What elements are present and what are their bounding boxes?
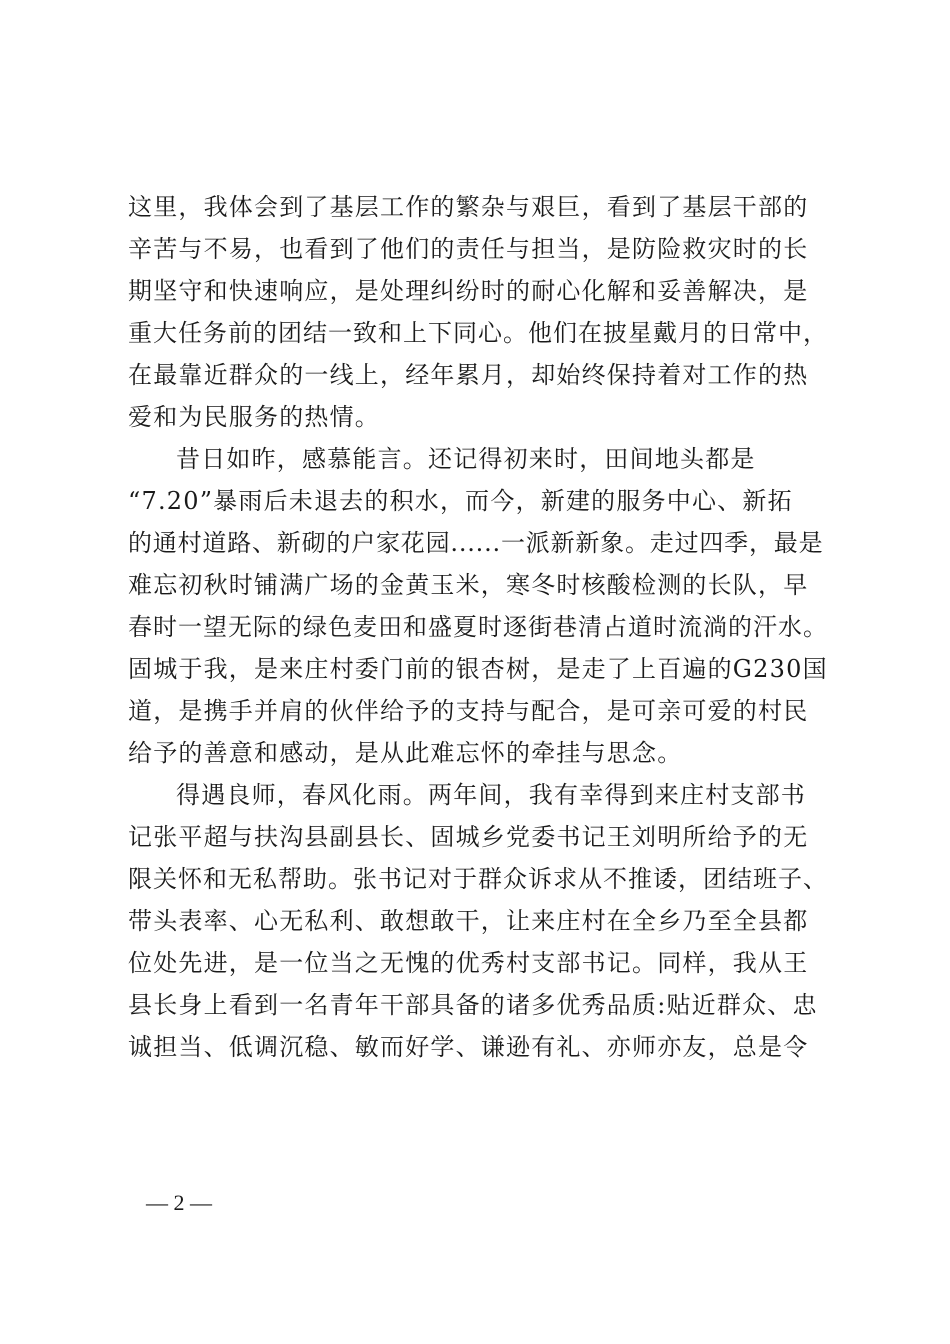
text-line: 给予的善意和感动，是从此难忘怀的牵挂与思念。 xyxy=(128,739,683,767)
text-line: 的通村道路、新砌的户家花园......一派新新象。走过四季，最是 xyxy=(128,529,824,557)
text-line: 记张平超与扶沟县副县长、固城乡党委书记王刘明所给予的无 xyxy=(128,823,809,851)
text-line: 在最靠近群众的一线上，经年累月，却始终保持着对工作的热 xyxy=(128,361,809,389)
body-text xyxy=(128,186,828,1068)
text-line: “7.20”暴雨后未退去的积水，而今，新建的服务中心、新拓 xyxy=(128,487,793,515)
paragraph-first-line: 得遇良师，春风化雨。两年间，我有幸得到来庄村支部书 xyxy=(176,781,806,809)
text-line: 位处先进，是一位当之无愧的优秀村支部书记。同样，我从王 xyxy=(128,949,809,977)
text-line: 限关怀和无私帮助。张书记对于群众诉求从不推诿，团结班子、 xyxy=(128,865,828,893)
text-line: 带头表率、心无私利、敢想敢干，让来庄村在全乡乃至全县都 xyxy=(128,907,809,935)
text-line: 春时一望无际的绿色麦田和盛夏时逐街巷清占道时流淌的汗水。 xyxy=(128,613,828,641)
text-line: 固城于我，是来庄村委门前的银杏树，是走了上百遍的G230国 xyxy=(128,655,828,683)
text-line: 县长身上看到一名青年干部具备的诸多优秀品质:贴近群众、忠 xyxy=(128,991,818,1019)
text-line: 辛苦与不易，也看到了他们的责任与担当，是防险救灾时的长 xyxy=(128,235,809,263)
text-line: 诚担当、低调沉稳、敏而好学、谦逊有礼、亦师亦友，总是令 xyxy=(128,1033,809,1061)
text-line: 期坚守和快速响应，是处理纠纷时的耐心化解和妥善解决，是 xyxy=(128,277,809,305)
text-line: 这里，我体会到了基层工作的繁杂与艰巨，看到了基层干部的 xyxy=(128,193,809,221)
text-line: 爱和为民服务的热情。 xyxy=(128,403,380,431)
text-line: 难忘初秋时铺满广场的金黄玉米，寒冬时核酸检测的长队，早 xyxy=(128,571,809,599)
paragraph-first-line: 昔日如昨，感慕能言。还记得初来时，田间地头都是 xyxy=(176,445,756,473)
text-line: 重大任务前的团结一致和上下同心。他们在披星戴月的日常中， xyxy=(128,319,828,347)
text-line: 道，是携手并肩的伙伴给予的支持与配合，是可亲可爱的村民 xyxy=(128,697,809,725)
page-number: — 2 — xyxy=(146,1190,212,1215)
